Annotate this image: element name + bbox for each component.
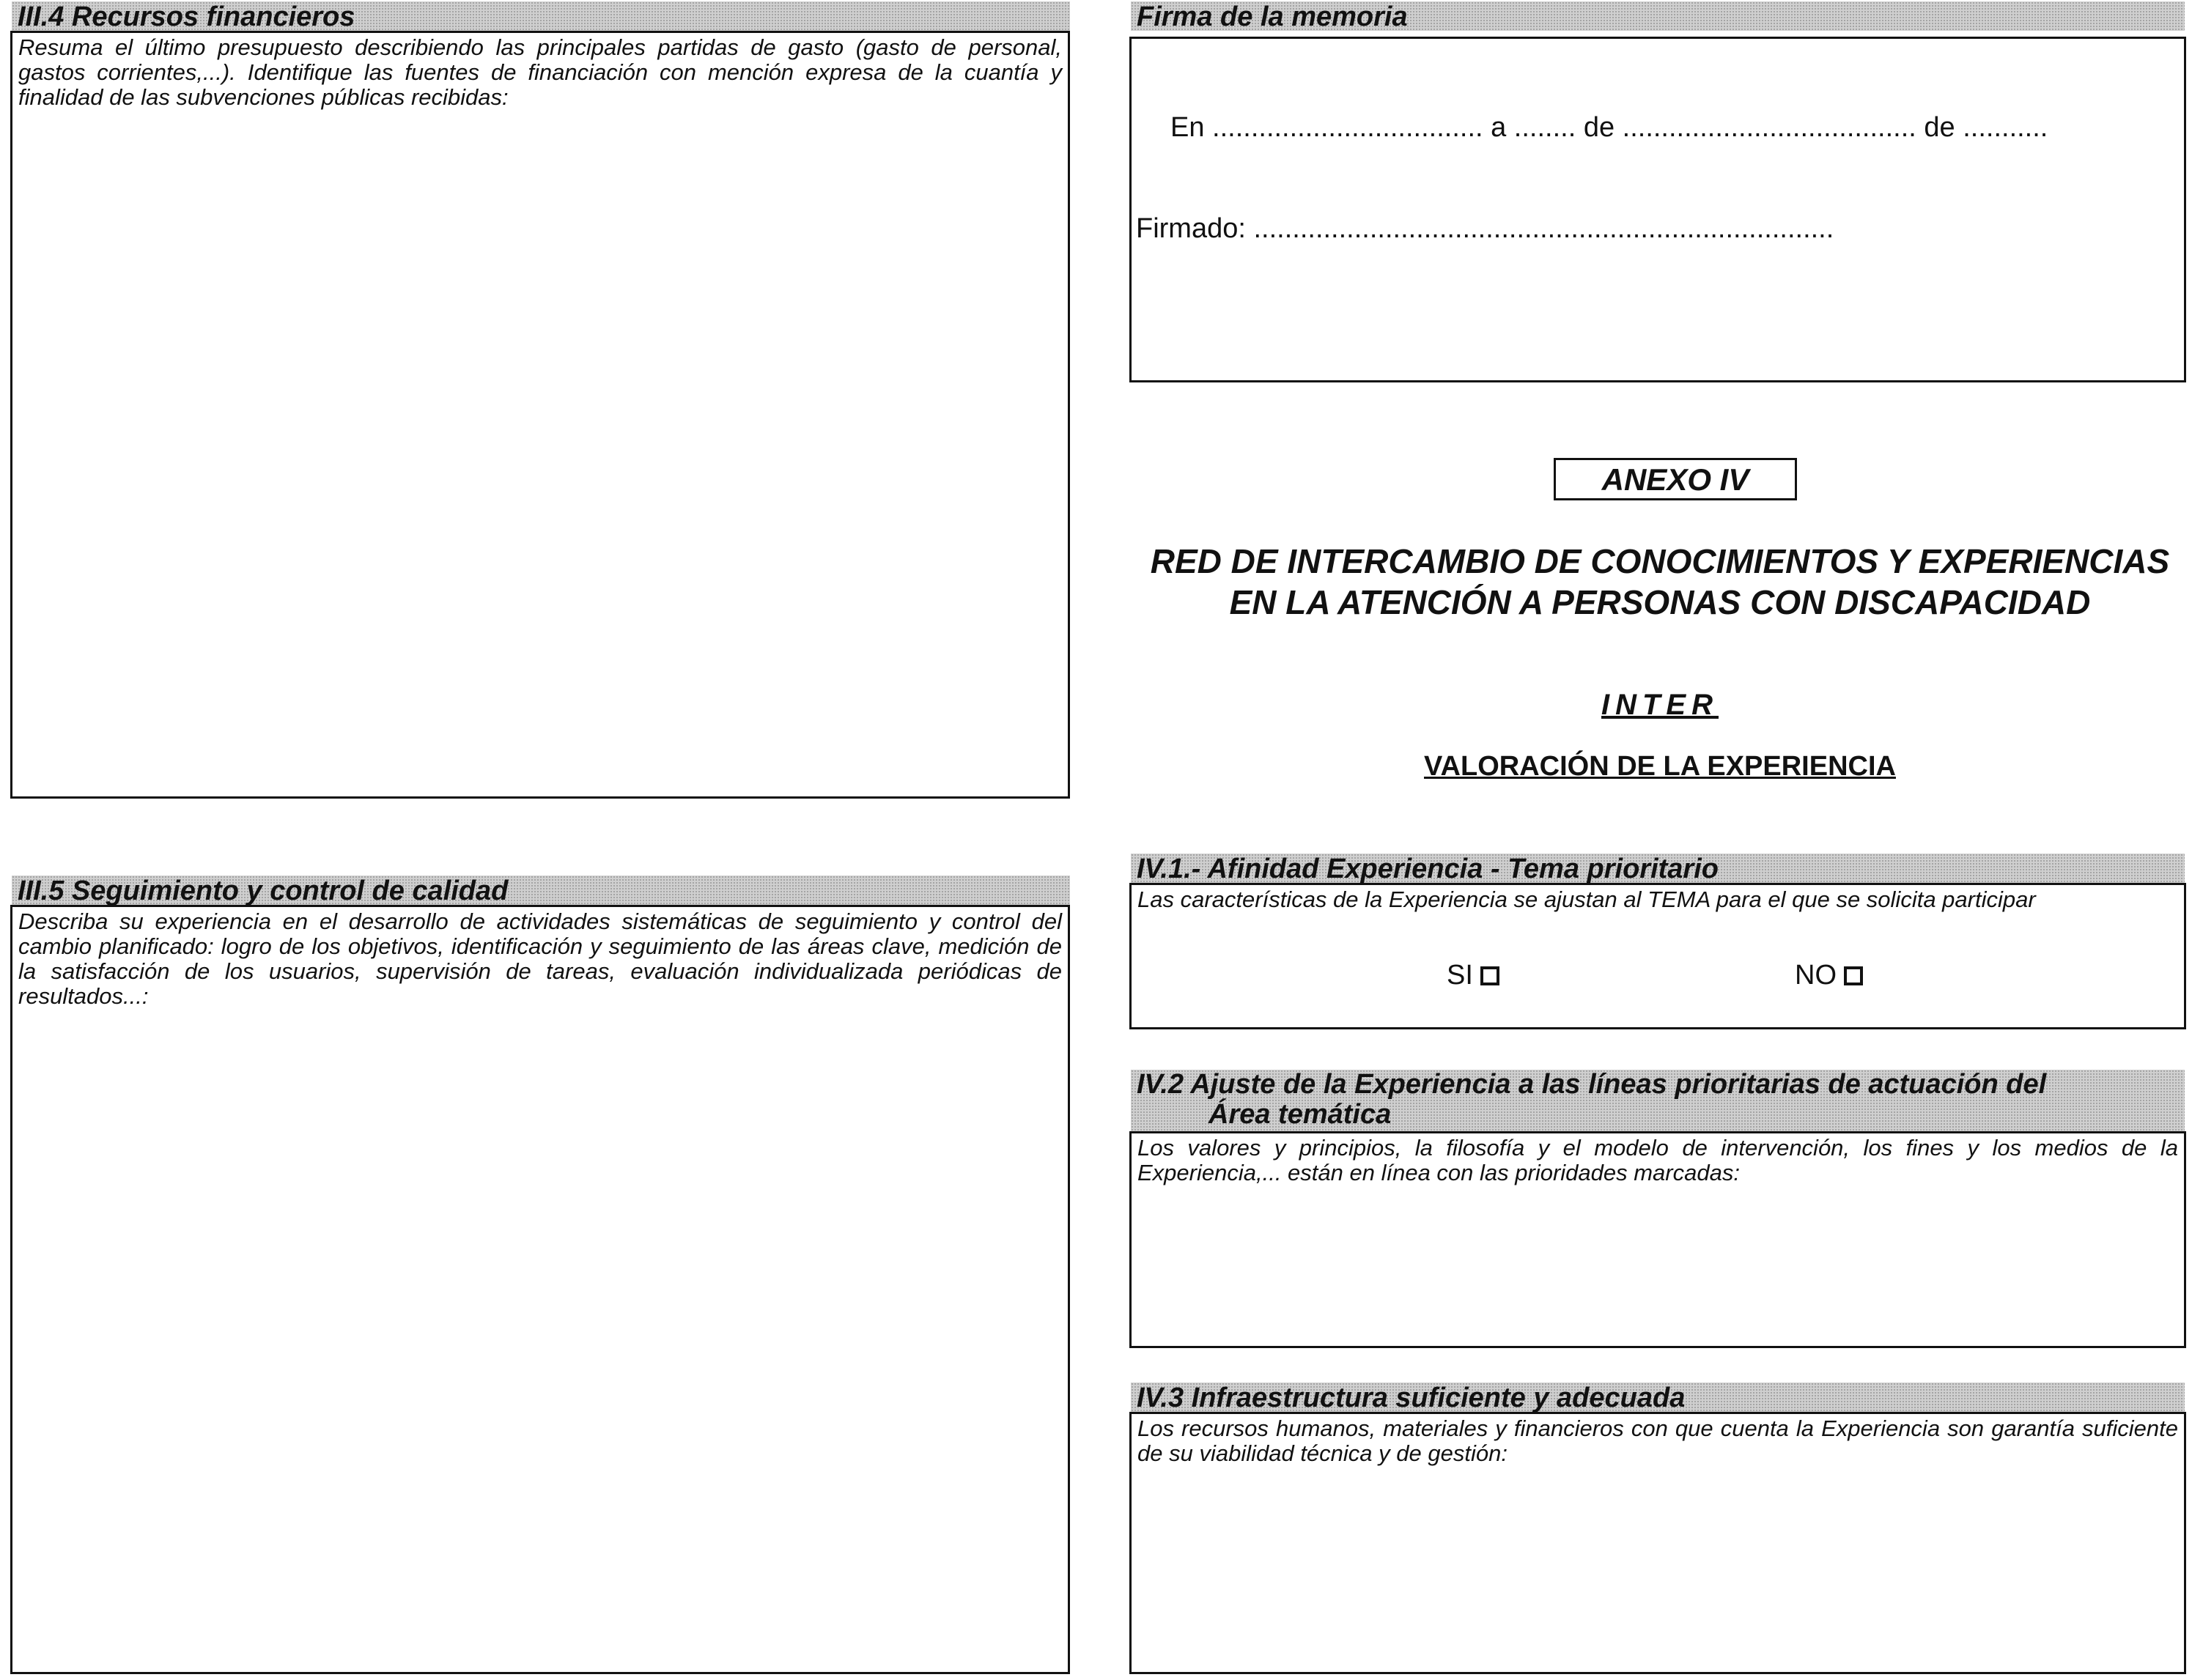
anexo-label: ANEXO IV (1554, 458, 1797, 500)
section-heading-recursos-financieros: III.4 Recursos financieros (12, 1, 1070, 31)
firma-box[interactable] (1129, 37, 2186, 382)
section-heading-iv3: IV.3 Infraestructura suficiente y adecuada (1131, 1383, 2185, 1412)
anexo-subtitle: VALORACIÓN DE LA EXPERIENCIA (1424, 751, 1896, 782)
section-heading-firma: Firma de la memoria (1131, 1, 2185, 31)
section-heading-iv2 (1131, 1070, 2185, 1131)
iv1-option-no[interactable] (1795, 960, 1863, 991)
firma-signed-line[interactable]: Firmado: ........................................................................... (1136, 213, 1834, 244)
anexo-title-line2: EN LA ATENCIÓN A PERSONAS CON DISCAPACIDAD (1229, 583, 2091, 621)
iv2-box[interactable] (1129, 1131, 2186, 1348)
iv1-description: Las características de la Experiencia se ajustan al TEMA para el que se solicita participar (1137, 887, 2036, 912)
iv3-box[interactable] (1129, 1412, 2186, 1674)
iv2-heading-line2: Área temática (1208, 1099, 1392, 1130)
iv2-description: Los valores y principios, la filosofía y el modelo de intervención, los fines y los medios de la Experiencia,... están en línea con las prioridades marcadas: (1137, 1135, 2178, 1185)
anexo-acronym: INTER (1601, 689, 1719, 721)
iv1-box (1129, 883, 2186, 1029)
section-heading-iv1: IV.1.- Afinidad Experiencia - Tema prioritario (1131, 854, 2185, 883)
iv1-option-yes[interactable] (1447, 960, 1499, 991)
recursos-financieros-description: Resuma el último presupuesto describiendo las principales partidas de gasto (gasto de personal, gastos corrientes,...). Identifique las fuentes de financiación con mención expresa de la cuantía y finalidad de las subvenciones públicas recibidas: (18, 34, 1062, 110)
iv1-yes-label: SI (1447, 960, 1473, 991)
anexo-title (1129, 541, 2191, 623)
no-checkbox[interactable] (1844, 966, 1863, 985)
iv1-no-label: NO (1795, 960, 1837, 991)
recursos-financieros-box[interactable] (10, 31, 1070, 799)
seguimiento-calidad-box[interactable] (10, 905, 1070, 1674)
seguimiento-calidad-description: Describa su experiencia en el desarrollo de actividades sistemáticas de seguimiento y control del cambio planificado: logro de los objetivos, identificación y seguimiento de las áreas clave, medición de la satisfacción de los usuarios, supervisión de tareas, evaluación individualizada periódicas de resultados...: (18, 909, 1062, 1009)
iv2-heading-line1: IV.2 Ajuste de la Experiencia a las líneas prioritarias de actuación del (1137, 1070, 2047, 1100)
section-heading-seguimiento-calidad: III.5 Seguimiento y control de calidad (12, 876, 1070, 905)
iv3-description: Los recursos humanos, materiales y financieros con que cuenta la Experiencia son garantía suficiente de su viabilidad técnica y de gestión: (1137, 1416, 2178, 1466)
yes-checkbox[interactable] (1480, 966, 1499, 985)
firma-place-date-line[interactable]: En ................................... a ........ de ...................................... de ........... (1170, 112, 2048, 143)
anexo-title-line1: RED DE INTERCAMBIO DE CONOCIMIENTOS Y EXPERIENCIAS (1150, 542, 2170, 580)
